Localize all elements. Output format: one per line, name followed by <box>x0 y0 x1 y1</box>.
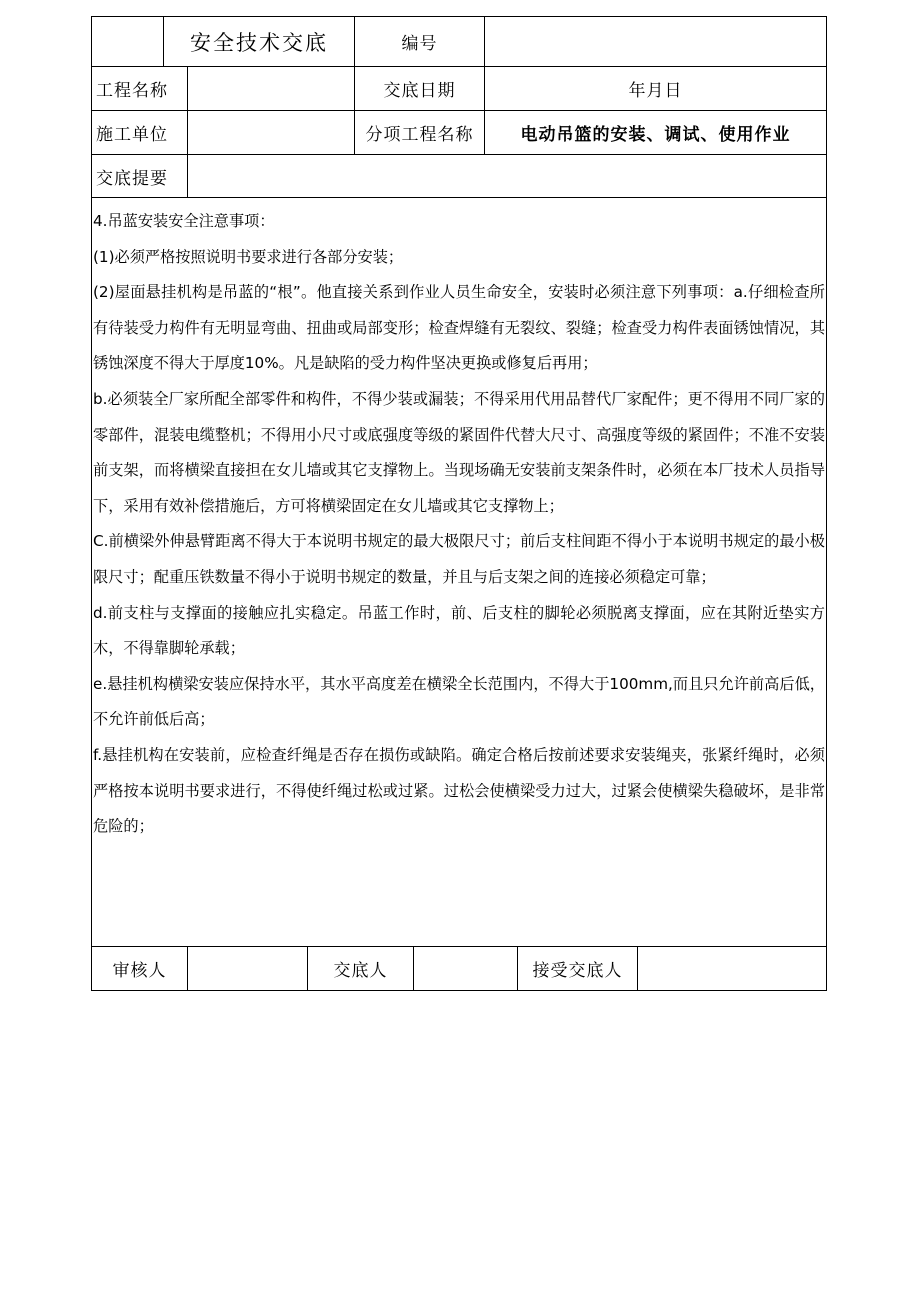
content-paragraph: d.前支柱与支撑面的接触应扎实稳定。吊蓝工作时，前、后支柱的脚轮必须脱离支撑面，应在其附近垫实方木，不得靠脚轮承载； <box>93 603 825 658</box>
disclosure-content <box>91 197 827 947</box>
sub-project-field[interactable]: 电动吊篮的安装、调试、使用作业 <box>484 110 827 155</box>
discloser-field[interactable] <box>413 946 518 991</box>
safety-disclosure-form <box>91 16 827 991</box>
content-paragraph: C.前横梁外伸悬臂距离不得大于本说明书规定的最大极限尺寸；前后支柱间距不得小于本说明书规定的最小极限尺寸；配重压铁数量不得小于说明书规定的数量，并且与后支架之间的连接必须稳定可靠； <box>93 532 825 586</box>
project-name-label: 工程名称 <box>91 66 188 111</box>
number-label: 编号 <box>354 16 485 67</box>
content-paragraph: (1)必须严格按照说明书要求进行各部分安装； <box>93 247 404 266</box>
sub-project-label: 分项工程名称 <box>354 110 485 155</box>
content-paragraph: e.悬挂机构横梁安装应保持水平，其水平高度差在横梁全长范围内，不得大于100mm,而且只允许前高后低，不允许前低后高； <box>93 674 825 729</box>
summary-label: 交底提要 <box>91 154 188 198</box>
project-name-field[interactable] <box>187 66 355 111</box>
construction-unit-field[interactable] <box>187 110 355 155</box>
form-title: 安全技术交底 <box>163 16 355 67</box>
number-field[interactable] <box>484 16 827 67</box>
discloser-label: 交底人 <box>307 946 414 991</box>
date-field[interactable]: 年月日 <box>484 66 827 111</box>
reviewer-field[interactable] <box>187 946 308 991</box>
content-paragraph: (2)屋面悬挂机构是吊蓝的“根”。他直接关系到作业人员生命安全，安装时必须注意下列事项：a.仔细检查所有待装受力构件有无明显弯曲、扭曲或局部变形；检查焊缝有无裂纹、裂缝；检查受力构件表面锈蚀情况，其锈蚀深度不得大于厚度10%。凡是缺陷的受力构件坚决更换或修复后再用； <box>93 283 825 373</box>
date-label: 交底日期 <box>354 66 485 111</box>
content-paragraph: b.必须装全厂家所配全部零件和构件，不得少装或漏装；不得采用代用品替代厂家配件；更不得用不同厂家的零部件，混装电缆整机；不得用小尺寸或底强度等级的紧固件代替大尺寸、高强度等级的紧固件；不准不安装前支架，而将横梁直接担在女儿墙或其它支撑物上。当现场确无安装前支架条件时，必须在本厂技术人员指导下，采用有效补偿措施后，方可将横梁固定在女儿墙或其它支撑物上； <box>93 389 825 515</box>
summary-field[interactable] <box>187 154 827 198</box>
reviewer-label: 审核人 <box>91 946 188 991</box>
construction-unit-label: 施工单位 <box>91 110 188 155</box>
header-blank-cell <box>91 16 164 67</box>
receiver-field[interactable] <box>637 946 827 991</box>
content-paragraph: 4.吊蓝安装安全注意事项： <box>93 212 275 230</box>
receiver-label: 接受交底人 <box>517 946 638 991</box>
content-paragraph: f.悬挂机构在安装前，应检查纤绳是否存在损伤或缺陷。确定合格后按前述要求安装绳夹，张紧纤绳时，必须严格按本说明书要求进行，不得使纤绳过松或过紧。过松会使横梁受力过大，过紧会使横梁失稳破坏，是非常危险的； <box>93 745 825 836</box>
